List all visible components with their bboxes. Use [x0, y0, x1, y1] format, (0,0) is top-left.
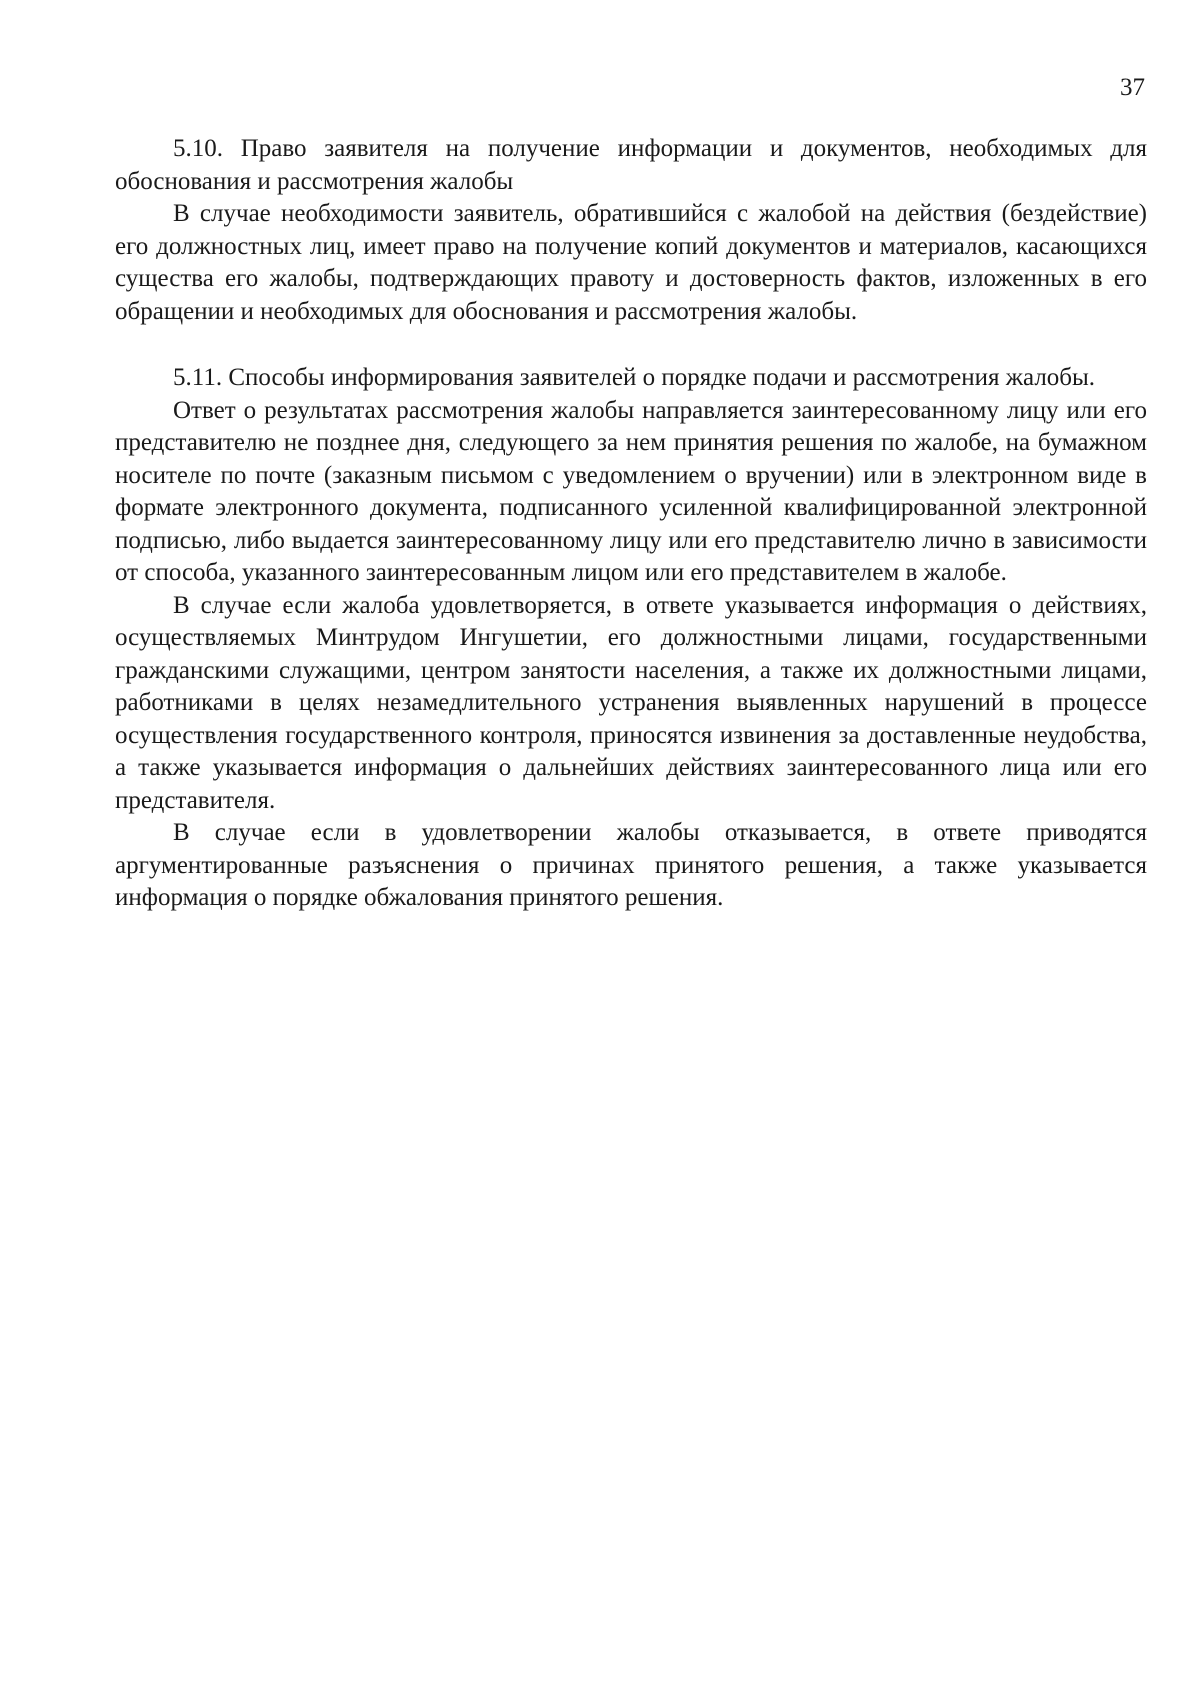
section-5-11-satisfied-paragraph: В случае если жалоба удовлетворяется, в ответе указывается информация о действиях, осуществляемых Минтрудом Ингушетии, его должностными лицами, государственными гражданскими служащими, центром занятости населения, а также их должностными лицами, работниками в целях незамедлительного устранения выявленных нарушений в процессе осуществления государственного контроля, приносятся извинения за доставленные неудобства, а также указывается информация о дальнейших действиях заинтересованного лица или его представителя. — [115, 591, 1147, 814]
section-5-10-body: В случае необходимости заявитель, обратившийся с жалобой на действия (бездействие) его должностных лиц, имеет право на получение копий документов и материалов, касающихся существа его жалобы, подтверждающих правоту и достоверность фактов, изложенных в его обращении и необходимых для обоснования и рассмотрения жалобы. — [115, 200, 1147, 325]
document-body — [115, 133, 1147, 915]
section-5-11-response-paragraph: Ответ о результатах рассмотрения жалобы направляется заинтересованному лицу или его представителю не позднее дня, следующего за нем принятия решения по жалобе, на бумажном носителе по почте (заказным письмом с уведомлением о вручении) или в электронном виде в формате электронного документа, подписанного усиленной квалифицированной электронной подписью, либо выдается заинтересованному лицу или его представителю лично в зависимости от способа, указанного заинтересованным лицом или его представителем в жалобе. — [115, 396, 1147, 586]
section-5-11-heading: 5.11. Способы информирования заявителей о порядке подачи и рассмотрения жалобы. — [173, 364, 1096, 391]
section-5-11-refused-paragraph: В случае если в удовлетворении жалобы отказывается, в ответе приводятся аргументированные разъяснения о причинах принятого решения, а также указывается информация о порядке обжалования принятого решения. — [115, 819, 1147, 911]
paragraph-gap — [115, 328, 1147, 362]
page-number: 37 — [1120, 74, 1145, 101]
section-5-10-heading: 5.10. Право заявителя на получение информации и документов, необходимых для обоснования и рассмотрения жалобы — [115, 135, 1147, 195]
